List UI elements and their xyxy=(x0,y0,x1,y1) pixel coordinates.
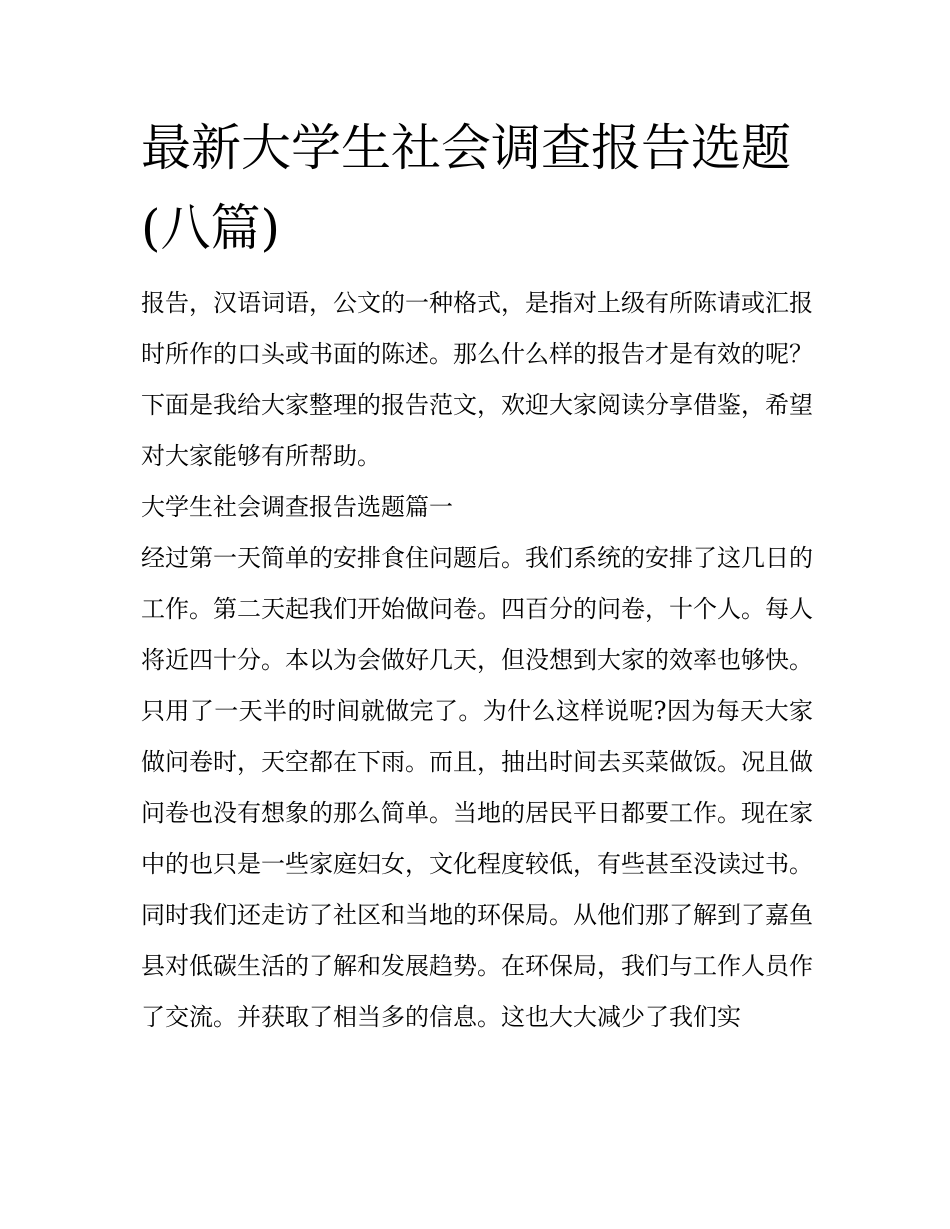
document-title: 最新大学生社会调查报告选题(八篇) xyxy=(141,119,791,257)
body-paragraph-2: 同时我们还走访了社区和当地的环保局。从他们那了解到了嘉鱼县对低碳生活的了解和发展趋势。在环保局，我们与工作人员作了交流。并获取了相当多的信息。这也大大减少了我们实 xyxy=(141,901,813,1031)
section-heading: 大学生社会调查报告选题篇一 xyxy=(141,493,453,521)
intro-paragraph: 报告，汉语词语，公文的一种格式，是指对上级有所陈请或汇报时所作的口头或书面的陈述。那么什么样的报告才是有效的呢？下面是我给大家整理的报告范文，欢迎大家阅读分享借鉴，希望对大家能够有所帮助。 xyxy=(141,289,813,470)
document-body xyxy=(141,108,813,1043)
body-paragraph-1: 经过第一天简单的安排食住问题后。我们系统的安排了这几日的工作。第二天起我们开始做问卷。四百分的问卷，十个人。每人将近四十分。本以为会做好几天，但没想到大家的效率也够快。只用了一天半的时间就做完了。为什么这样说呢?因为每天大家做问卷时，天空都在下雨。而且，抽出时间去买菜做饭。况且做问卷也没有想象的那么简单。当地的居民平日都要工作。现在家中的也只是一些家庭妇女，文化程度较低，有些甚至没读过书。 xyxy=(141,544,813,878)
